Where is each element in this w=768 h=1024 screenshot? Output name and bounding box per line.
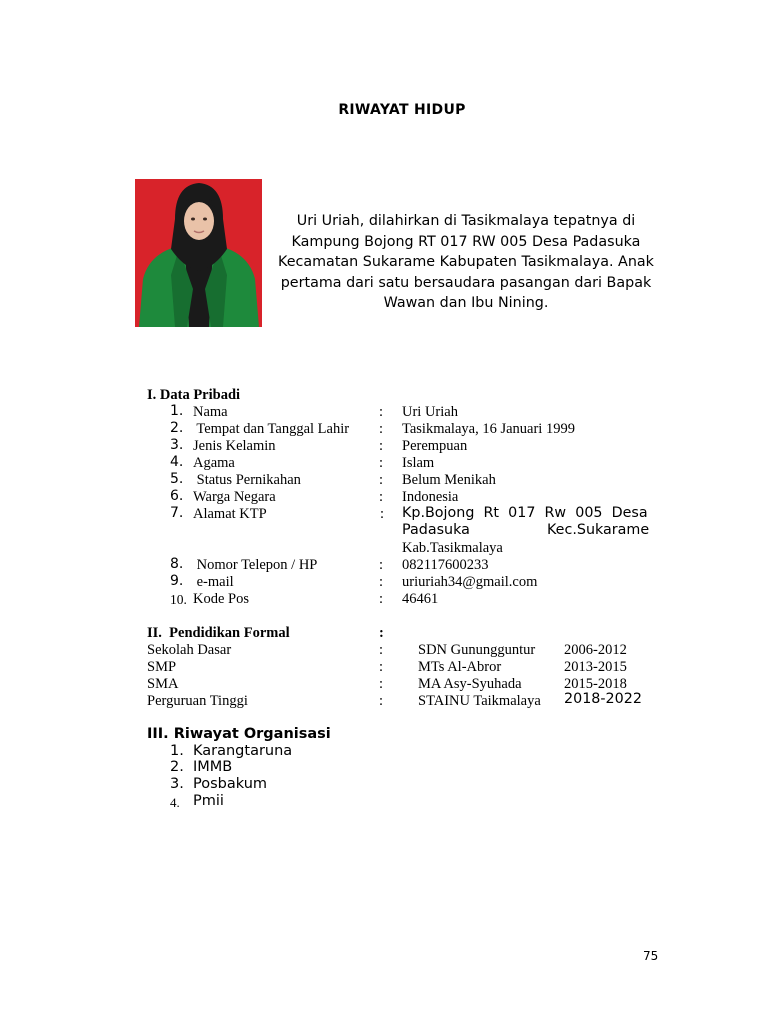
list-item-number: 2.	[170, 759, 184, 775]
field-label-jenis-kelamin: Jenis Kelamin	[193, 438, 276, 454]
field-value-kode-pos: 46461	[402, 591, 439, 607]
field-label-warga-negara: Warga Negara	[193, 489, 276, 505]
field-separator: :	[379, 438, 384, 454]
field-value-telepon: 082117600233	[402, 557, 489, 573]
field-value-alamat-line3: Kab.Tasikmalaya	[402, 540, 503, 556]
section-heading-data-pribadi: I. Data Pribadi	[147, 387, 241, 403]
field-label-nama: Nama	[193, 404, 228, 420]
field-label-agama: Agama	[193, 455, 235, 471]
education-school: MTs Al-Abror	[418, 659, 502, 675]
page-title: RIWAYAT HIDUP	[338, 102, 466, 118]
item-number: 5.	[170, 471, 184, 487]
education-school: MA Asy-Syuhada	[418, 676, 522, 692]
list-item: Posbakum	[193, 776, 268, 792]
field-label-email: e-mail	[193, 574, 234, 590]
field-value-status: Belum Menikah	[402, 472, 496, 488]
field-label-kode-pos: Kode Pos	[193, 591, 249, 607]
field-separator: :	[379, 642, 384, 658]
item-number: 3.	[170, 437, 184, 453]
education-level: SMP	[147, 659, 177, 675]
item-number: 4.	[170, 454, 184, 470]
field-separator: :	[379, 404, 384, 420]
field-separator: :	[379, 455, 384, 471]
field-value-alamat-line1: Kp.Bojong Rt 017 Rw 005 Desa	[402, 505, 648, 521]
list-item-number: 1.	[170, 743, 184, 759]
profile-photo-image	[135, 179, 262, 327]
field-value-nama: Uri Uriah	[402, 404, 458, 420]
field-separator: :	[379, 693, 384, 709]
field-label-telepon: Nomor Telepon / HP	[193, 557, 318, 573]
section-heading-organisasi: III. Riwayat Organisasi	[147, 726, 331, 742]
list-item: IMMB	[193, 759, 233, 775]
field-separator: :	[379, 472, 384, 488]
education-years: 2015-2018	[564, 676, 627, 692]
education-school: SDN Gunungguntur	[418, 642, 536, 658]
list-item: Pmii	[193, 793, 224, 809]
list-item-number: 4.	[170, 795, 180, 810]
item-number: 2.	[170, 420, 184, 436]
education-years: 2006-2012	[564, 642, 627, 658]
profile-photo	[135, 179, 262, 327]
item-number: 6.	[170, 488, 184, 504]
field-value-email: uriuriah34@gmail.com	[402, 574, 538, 590]
education-school: STAINU Taikmalaya	[418, 693, 541, 709]
field-label-alamat: Alamat KTP	[193, 506, 267, 522]
field-separator: :	[379, 574, 384, 590]
education-years: 2018-2022	[564, 691, 642, 707]
education-years: 2013-2015	[564, 659, 627, 675]
section-heading-pendidikan: II. Pendidikan Formal	[147, 625, 290, 641]
field-value-warga-negara: Indonesia	[402, 489, 459, 505]
list-item-number: 3.	[170, 776, 184, 792]
item-number: 8.	[170, 556, 184, 572]
field-value-agama: Islam	[402, 455, 435, 471]
item-number: 1.	[170, 403, 184, 419]
field-label-ttl: Tempat dan Tanggal Lahir	[193, 421, 350, 437]
field-separator: :	[380, 506, 385, 522]
field-value-jenis-kelamin: Perempuan	[402, 438, 468, 454]
education-level: SMA	[147, 676, 179, 692]
field-label-status: Status Pernikahan	[193, 472, 301, 488]
field-separator: :	[379, 591, 384, 607]
education-level: Perguruan Tinggi	[147, 693, 248, 709]
item-number: 9.	[170, 573, 184, 589]
field-separator: :	[379, 557, 384, 573]
field-separator: :	[379, 489, 384, 505]
item-number: 10.	[170, 592, 187, 607]
field-separator: :	[379, 625, 384, 641]
item-number: 7.	[170, 505, 184, 521]
field-value-ttl: Tasikmalaya, 16 Januari 1999	[402, 421, 575, 437]
education-level: Sekolah Dasar	[147, 642, 232, 658]
field-separator: :	[379, 676, 384, 692]
bio-paragraph: Uri Uriah, dilahirkan di Tasikmalaya tepatnya di Kampung Bojong RT 017 RW 005 Desa Padasuka Kecamatan Sukarame Kabupaten Tasikmalaya. Anak pertama dari satu bersaudara pasangan dari Bapak Wawan dan Ibu Nining.	[278, 213, 654, 311]
field-value-alamat-line2-left: Padasuka	[402, 522, 470, 538]
field-value-alamat-line2-right: Kec.Sukarame	[547, 522, 650, 538]
page-number: 75	[643, 949, 659, 963]
field-separator: :	[379, 421, 384, 437]
list-item: Karangtaruna	[193, 743, 293, 759]
field-separator: :	[379, 659, 384, 675]
